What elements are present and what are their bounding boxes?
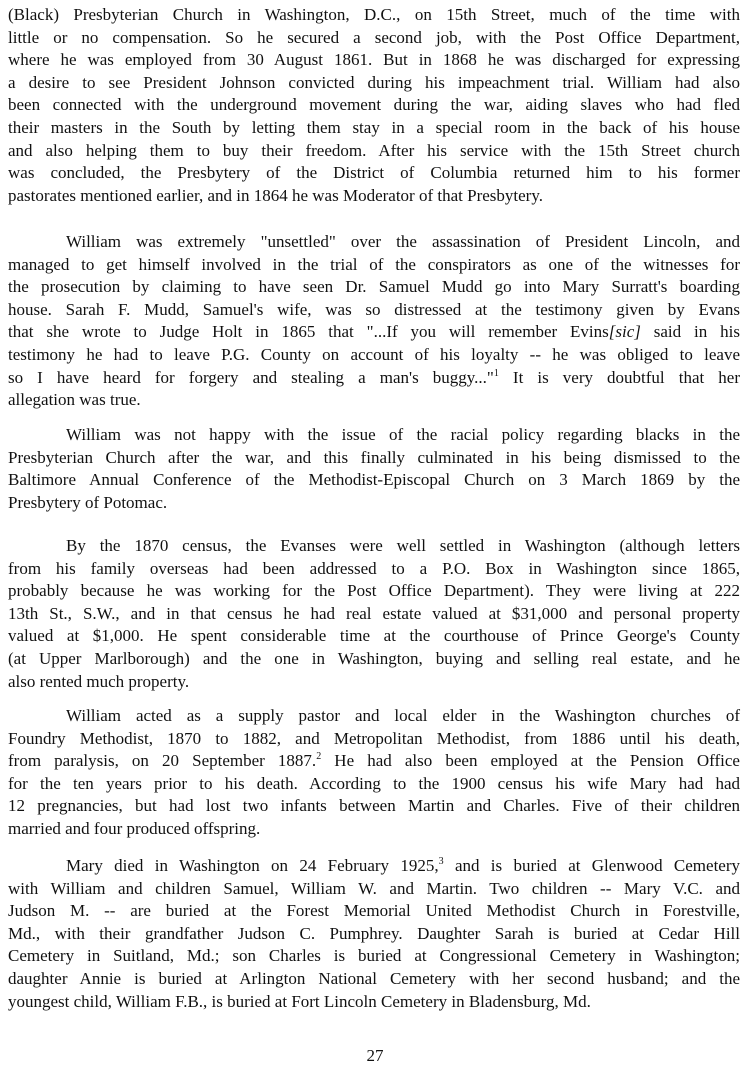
- text-line: [8, 72, 740, 95]
- text-line: [8, 818, 740, 841]
- text-line: [8, 603, 740, 626]
- text-line: [8, 878, 740, 901]
- text-segment: (at Upper Marlborough) and the one in Washington, buying and selling real estate, and he: [8, 648, 740, 668]
- text-segment: (Black) Presbyterian Church in Washington, D.C., on 15th Street, much of the time with: [8, 5, 740, 24]
- text-segment: so I have heard for forgery and stealing a man's buggy...": [8, 367, 494, 387]
- text-line: [8, 945, 740, 968]
- text-line: [8, 648, 740, 671]
- text-line: [8, 795, 740, 818]
- text-line: [8, 580, 740, 603]
- text-line: [8, 117, 740, 140]
- text-line: [8, 705, 740, 728]
- page-number: 27: [366, 1046, 384, 1065]
- text-segment: Judson M. -- are buried at the Forest Memorial United Methodist Church in Forestville,: [8, 901, 740, 921]
- text-segment: been connected with the underground movement during the war, aiding slaves who had fled: [8, 95, 740, 115]
- text-line: [8, 94, 740, 117]
- footnote-reference: 2: [316, 751, 322, 763]
- text-line: [8, 855, 740, 878]
- text-line: [8, 991, 740, 1014]
- text-segment: was concluded, the Presbytery of the District of Columbia returned him to his former: [8, 163, 740, 183]
- text-segment: little or no compensation. So he secured a second job, with the Post Office Department,: [8, 27, 740, 47]
- text-segment: where he was employed from 30 August 1861. But in 1868 he was discharged for expressing: [8, 50, 740, 70]
- footnote-reference: 3: [438, 856, 444, 867]
- text-segment: Presbyterian Church after the war, and this finally culminated in his being dismissed to the: [8, 447, 740, 467]
- text-line: [8, 162, 740, 185]
- text-segment: Mary died in Washington on 24 February 1925,: [66, 856, 439, 875]
- text-line: [8, 27, 740, 50]
- text-line: [8, 900, 740, 923]
- text-segment: allegation was true.: [8, 390, 141, 410]
- text-line: [8, 140, 740, 163]
- text-segment: He had also been employed at the Pension Office: [321, 751, 740, 771]
- paragraph-lincoln-assassination: [8, 231, 740, 412]
- text-line: [8, 424, 740, 447]
- text-line: [8, 625, 740, 648]
- text-line: [8, 535, 740, 558]
- text-segment: valued at $1,000. He spent considerable time at the courthouse of Prince George's County: [8, 626, 740, 646]
- text-segment: for the ten years prior to his death. According to the 1900 census his wife Mary had had: [8, 773, 740, 793]
- text-segment: also rented much property.: [8, 671, 190, 691]
- text-segment: probably because he was working for the Post Office Department). They were living at 222: [8, 581, 740, 601]
- paragraph-mary-death-burials: [8, 855, 740, 1013]
- text-segment: said in his: [640, 322, 740, 342]
- text-line: [8, 447, 740, 470]
- text-segment: Presbytery of Potomac.: [8, 492, 168, 512]
- text-segment: from his family overseas had been addressed to a P.O. Box in Washington since 1865,: [8, 558, 740, 578]
- text-segment: that she wrote to Judge Holt in 1865 that "...If you will remember Evins: [8, 322, 609, 342]
- text-segment: 12 pregnancies, but had lost two infants between Martin and Charles. Five of their children: [8, 796, 740, 816]
- paragraph-presbyterian-church: [8, 4, 740, 207]
- text-line: [8, 968, 740, 991]
- text-segment: William was not happy with the issue of the racial policy regarding blacks in the: [66, 425, 740, 444]
- paragraph-racial-policy: [8, 424, 740, 514]
- text-segment: Baltimore Annual Conference of the Methodist-Episcopal Church on 3 March 1869 by the: [8, 470, 740, 490]
- text-line: [8, 773, 740, 796]
- text-segment: youngest child, William F.B., is buried at Fort Lincoln Cemetery in Bladensburg, Md.: [8, 991, 591, 1011]
- text-segment: testimony he had to leave P.G. County on account of his loyalty -- he was obliged to leave: [8, 344, 740, 364]
- text-line: [8, 671, 740, 694]
- text-line: [8, 367, 740, 390]
- text-segment: the prosecution by claiming to have seen Dr. Samuel Mudd go into Mary Surratt's boarding: [8, 277, 740, 297]
- text-segment: their masters in the South by letting them stay in a special room in the back of his house: [8, 117, 740, 137]
- text-line: [8, 299, 740, 322]
- paragraph-1870-census: [8, 535, 740, 693]
- text-segment: managed to get himself involved in the trial of the conspirators as one of the witnesses for: [8, 254, 740, 274]
- text-segment: William was extremely "unsettled" over the assassination of President Lincoln, and: [66, 232, 740, 251]
- paragraph-supply-pastor: [8, 705, 740, 841]
- text-line: [8, 276, 740, 299]
- text-line: [8, 492, 740, 515]
- text-line: [8, 750, 740, 773]
- text-segment: 13th St., S.W., and in that census he had real estate valued at $31,000 and personal property: [8, 603, 740, 623]
- text-segment: Foundry Methodist, 1870 to 1882, and Metropolitan Methodist, from 1886 until his death,: [8, 728, 740, 748]
- text-segment: Cemetery in Suitland, Md.; son Charles is buried at Congressional Cemetery in Washington;: [8, 946, 740, 966]
- text-segment: daughter Annie is buried at Arlington National Cemetery with her second husband; and the: [8, 968, 740, 988]
- text-line: [8, 344, 740, 367]
- text-segment: with William and children Samuel, William W. and Martin. Two children -- Mary V.C. and: [8, 878, 740, 898]
- text-segment: from paralysis, on 20 September 1887.: [8, 751, 317, 771]
- text-line: [8, 469, 740, 492]
- footnote-reference: 1: [493, 367, 499, 379]
- text-line: [8, 321, 740, 344]
- text-line: [8, 389, 740, 412]
- text-line: [8, 4, 740, 27]
- text-line: [8, 558, 740, 581]
- italic-text: [sic]: [608, 322, 641, 342]
- text-segment: It is very doubtful that her: [498, 367, 740, 387]
- text-segment: and is buried at Glenwood Cemetery: [443, 856, 740, 875]
- text-segment: married and four produced offspring.: [8, 818, 261, 838]
- text-segment: house. Sarah F. Mudd, Samuel's wife, was so distressed at the testimony given by Evans: [8, 299, 740, 319]
- text-line: [8, 185, 740, 208]
- text-segment: pastorates mentioned earlier, and in 1864 he was Moderator of that Presbytery.: [8, 185, 543, 205]
- text-segment: and also helping them to buy their freedom. After his service with the 15th Street church: [8, 140, 740, 160]
- text-segment: a desire to see President Johnson convicted during his impeachment trial. William had also: [8, 72, 740, 92]
- text-line: [8, 254, 740, 277]
- text-line: [8, 728, 740, 751]
- text-segment: By the 1870 census, the Evanses were well settled in Washington (although letters: [66, 536, 740, 555]
- text-segment: William acted as a supply pastor and local elder in the Washington churches of: [66, 706, 740, 725]
- text-line: [8, 231, 740, 254]
- text-segment: Md., with their grandfather Judson C. Pumphrey. Daughter Sarah is buried at Cedar Hill: [8, 923, 740, 943]
- text-line: [8, 49, 740, 72]
- text-line: [8, 923, 740, 946]
